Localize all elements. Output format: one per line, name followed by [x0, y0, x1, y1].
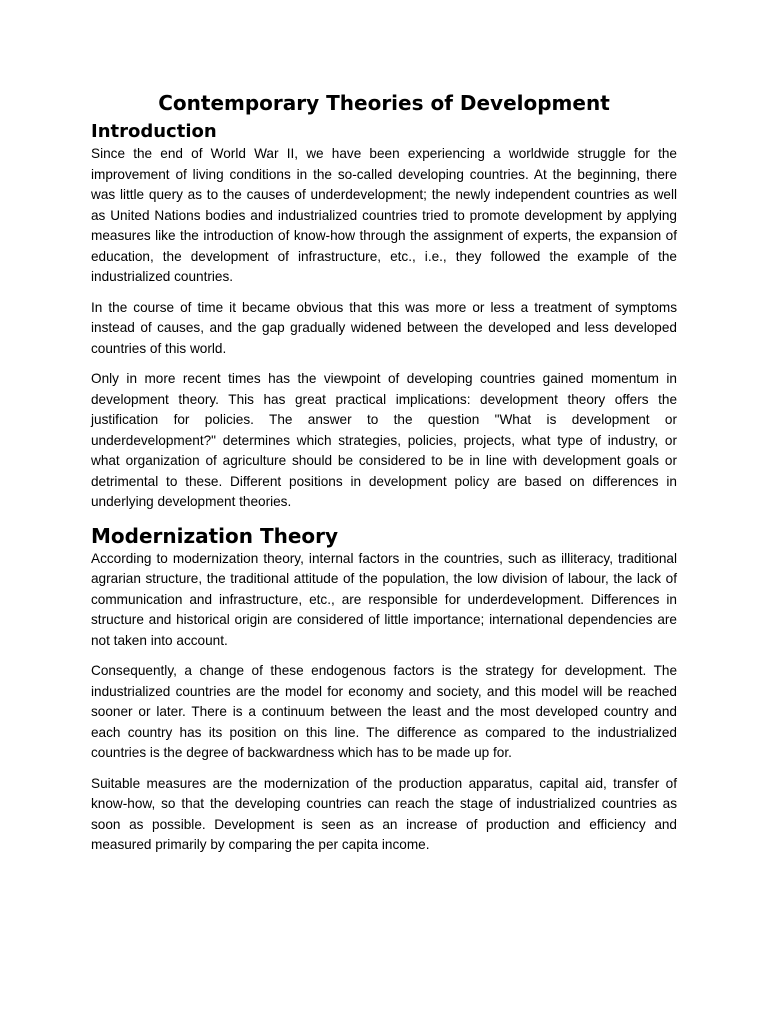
- section-heading-modernization-theory: Modernization Theory: [91, 523, 339, 548]
- paragraph: Only in more recent times has the viewpoint of developing countries gained momentum in development theory. This has great practical implications: development theory offers the justification for policies. The answer to the question "What is development or underdevelopment?" determines which strategies, policies, projects, what type of industry, or what organization of agriculture should be considered to be in line with development goals or detrimental to these. Different positions in development policy are based on differences in underlying development theories.: [91, 371, 677, 509]
- paragraph: In the course of time it became obvious that this was more or less a treatment of symptoms instead of causes, and the gap gradually widened between the developed and less developed countries of this world.: [91, 299, 677, 356]
- paragraph: According to modernization theory, internal factors in the countries, such as illiteracy, traditional agrarian structure, the traditional attitude of the population, the low division of labour, the lack of communication and infrastructure, etc., are responsible for underdevelopment. Differences in structure and historical origin are considered of little importance; international dependencies are not taken into account.: [91, 550, 677, 648]
- document-title: Contemporary Theories of Development: [158, 91, 610, 115]
- section-heading-introduction: Introduction: [91, 121, 217, 142]
- document-body: [91, 88, 677, 866]
- paragraph: Suitable measures are the modernization of the production apparatus, capital aid, transfer of know-how, so that the developing countries can reach the stage of industrialized countries as soon as possible. Development is seen as an increase of production and efficiency and measured primarily by comparing the per capita income.: [91, 775, 677, 852]
- paragraph: Consequently, a change of these endogenous factors is the strategy for development. The industrialized countries are the model for economy and society, and this model will be reached sooner or later. There is a continuum between the least and the most developed country and each country has its position on this line. The difference as compared to the industrialized countries is the degree of backwardness which has to be made up for.: [91, 663, 677, 760]
- paragraph: Since the end of World War II, we have been experiencing a worldwide struggle for the improvement of living conditions in the so-called developing countries. At the beginning, there was little query as to the causes of underdevelopment; the newly independent countries as well as United Nations bodies and industrialized countries tried to promote development by applying measures like the introduction of know-how through the assignment of experts, the expansion of education, the development of infrastructure, etc., i.e., they followed the example of the industrialized countries.: [91, 146, 677, 284]
